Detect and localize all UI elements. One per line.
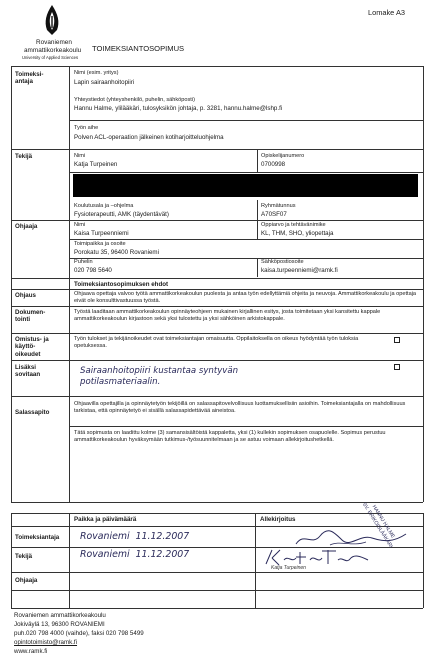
toimeksiantaja-contact: Hannu Halme, ylilääkäri, tulosyksikön johtaja, p. 3281, hannu.halme@lshp.fi <box>74 105 283 112</box>
footer-line-1: Rovaniemen ammattikorkeakoulu <box>14 612 106 619</box>
sign-place-tekija: Rovaniemi 11.12.2007 <box>80 549 190 560</box>
tekija-label: Tekijä <box>15 153 33 160</box>
form-id: Lomake A3 <box>368 8 405 17</box>
ohjaaja-role-label: Oppiarvo ja tehtävänimike <box>261 222 326 228</box>
footer-web-link[interactable]: www.ramk.fi <box>14 648 48 655</box>
student-no: 0700998 <box>261 161 286 168</box>
terms-text-dokumentointi: Työstä laaditaan ammattikorkeakoulun opinnäyteohjeen mukainen kirjallinen esitys, josta toimitetaan yksi kansitettu kappale ammattikorkeakoulun kirjastoon sekä yksi tulostettu ja yksi sähköinen arkistokappale. <box>74 309 381 322</box>
terms-label-dokumentointi: Dokumen- tointi <box>15 309 46 324</box>
logo-line-3: University of Applied Sciences <box>22 55 79 60</box>
footer-line-2: Jokiväylä 13, 96300 ROVANIEMI <box>14 621 105 628</box>
sign-label-tekija: Tekijä <box>15 553 33 560</box>
ohjaaja-name-label: Nimi <box>74 222 86 228</box>
topic-value: Polven ACL-operaation jälkeinen kotiharjoitteluohjelma <box>74 134 224 141</box>
ramk-logo-icon <box>41 4 63 36</box>
ohjaaja-address-label: Toimipaikka ja osoite <box>74 241 126 247</box>
footer-line-3: puh.020 798 4000 (vaihde), faksi 020 798 5499 <box>14 630 144 637</box>
sign-label-ohjaaja: Ohjaaja <box>15 577 38 584</box>
logo-line-1: Rovaniemen <box>36 39 72 46</box>
terms-label-salassapito: Salassapito <box>15 409 50 416</box>
terms-text-ohjaus: Ohjaava opettaja valvoo työtä ammattikorkeakoulun puolesta ja antaa työn edellyttämiä ohjeita ja neuvoja. Ammattikorkeakoulu ja opettaja eivät ole konsulttivastuussa työstä. <box>74 291 417 304</box>
logo-line-2: ammattikorkeakoulu <box>24 47 82 54</box>
ohjaaja-phone: 020 798 5640 <box>74 267 112 274</box>
toimeksiantaja-contact-label: Yhteystiedot (yhteyshenkilö, puhelin, sähköposti) <box>74 97 195 103</box>
footer-email-link[interactable]: opintotoimisto@ramk.fi <box>14 639 78 646</box>
ohjaaja-email: kaisa.turpeenniemi@ramk.fi <box>261 267 338 274</box>
logo <box>14 4 94 66</box>
ohjaaja-phone-label: Puhelin <box>74 259 93 265</box>
omistus-checkbox[interactable] <box>394 337 400 343</box>
topic-label: Työn aihe <box>74 125 99 131</box>
tekija-name-label: Nimi <box>74 153 86 159</box>
ohjaaja-email-label: Sähköpostiosoite <box>261 259 304 265</box>
sign-col-place: Paikka ja päivämäärä <box>74 516 137 523</box>
sign-label-toimeksiantaja: Toimeksiantaja <box>15 534 60 541</box>
ohjaaja-address: Porokatu 35, 96400 Rovaniemi <box>74 249 159 256</box>
doc-title: TOIMEKSIANTOSOPIMUS <box>92 44 185 53</box>
lisaksi-checkbox[interactable] <box>394 364 400 370</box>
toimeksiantaja-name: Lapin sairaanhoitopiiri <box>74 79 135 86</box>
sign-name-print-tekija: Katja Turpeinen <box>271 565 306 571</box>
terms-text-omistus: Työn tulokset ja tekijänoikeudet ovat toimeksiantajan omaisuutta. Oppilaitoksella on oikeus hyödyntää työn tuloksia opetuksessa. <box>74 336 359 349</box>
ohjaaja-label: Ohjaaja <box>15 223 38 230</box>
terms-label-lisaksi: Lisäksi sovitaan <box>15 364 41 379</box>
terms-label-omistus: Omistus- ja käyttö- oikeudet <box>15 336 49 358</box>
ohjaaja-role: KL, THM, SHO, yliopettaja <box>261 230 334 237</box>
group-label: Ryhmätunnus <box>261 203 296 209</box>
copies-text: Tätä sopimusta on laadittu kolme (3) samansisältöistä kappaletta, yksi (1) kullekin sopimuksen osapuolelle. Sopimus perustuu ammattikorkeakoulun hyväksymään tutkimus-/työsuunnitelmaan ja se astuu voimaan allekirjoitushetkellä. <box>74 430 386 443</box>
tekija-name: Katja Turpeinen <box>74 161 118 168</box>
redacted-block <box>73 174 418 197</box>
program-label: Koulutusala ja –ohjelma <box>74 203 134 209</box>
group-value: A70SF07 <box>261 211 287 218</box>
sign-place-toimeksiantaja: Rovaniemi 11.12.2007 <box>80 531 190 542</box>
student-no-label: Opiskelijanumero <box>261 153 305 159</box>
terms-label-ohjaus: Ohjaus <box>15 292 36 299</box>
terms-text-salassapito: Ohjaavilla opettajilla ja opinnäytetyön tekijöillä on salassapitovelvollisuus luottamuksellisiin asioihin. Toimeksiantajalla on mahdollisuus tarkistaa, että opinnäytetyö ei sisällä salassapidettävää aineistoa. <box>74 401 406 414</box>
ohjaaja-name: Kaisa Turpeenniemi <box>74 230 129 237</box>
terms-text-lisaksi: Sairaanhoitopiiri kustantaa syntyvän potilasmateriaalin. <box>80 366 239 387</box>
sign-col-signature: Allekirjoitus <box>260 516 296 523</box>
toimeksiantaja-name-label: Nimi (esim. yritys) <box>74 70 119 76</box>
program-value: Fysioterapeutti, AMK (täydentävät) <box>74 211 169 218</box>
toimeksiantaja-label: Toimeksi- antaja <box>15 71 44 86</box>
official-stamp: HANNU HALME SV. ERIKOISLÄÄKÄRI <box>361 501 396 550</box>
terms-heading: Toimeksiantosopimuksen ehdot <box>74 281 169 288</box>
